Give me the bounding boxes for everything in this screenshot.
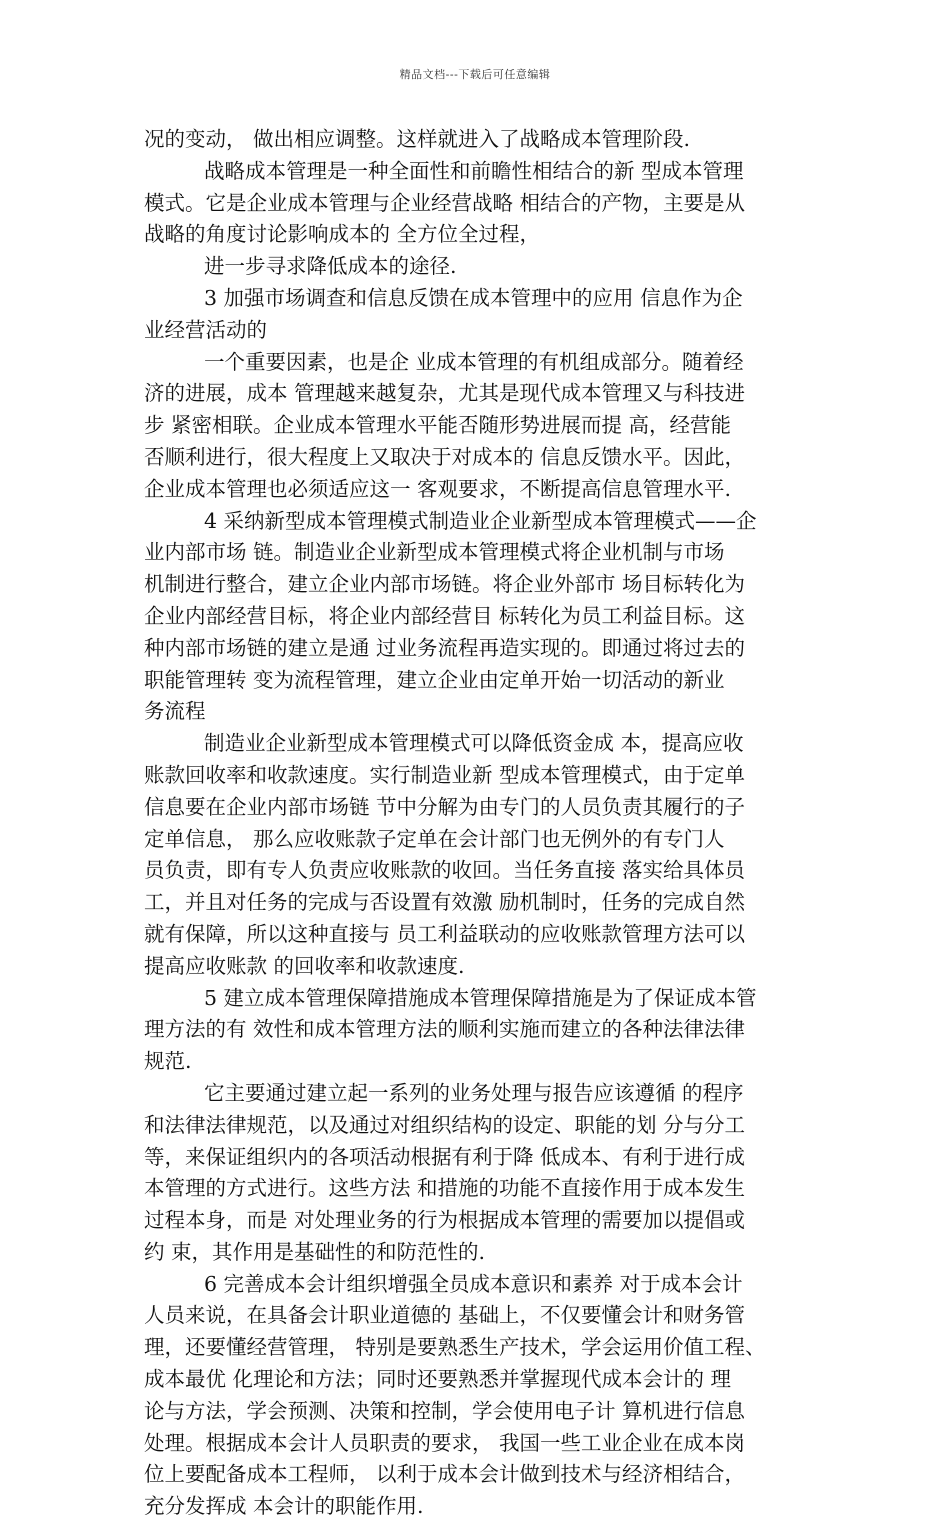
text-line: 企业成本管理也必须适应这一 客观要求，不断提高信息管理水平. <box>144 476 732 501</box>
text-line: 企业内部经营目标，将企业内部经营目 标转化为员工利益目标。这 <box>144 603 746 628</box>
text-line: 理，还要懂经营管理， 特别是要熟悉生产技术，学会运用价值工程、 <box>144 1335 766 1360</box>
text-line: 位上要配备成本工程师， 以利于成本会计做到技术与经济相结合， <box>144 1462 746 1487</box>
document-body <box>144 124 812 1523</box>
text-line: 和法律法律规范，以及通过对组织结构的设定、职能的划 分与分工 <box>144 1112 746 1137</box>
text-line: 规范. <box>144 1049 192 1074</box>
text-line: 6 完善成本会计组织增强全员成本意识和素养 对于成本会计 <box>204 1271 743 1296</box>
text-line: 账款回收率和收款速度。实行制造业新 型成本管理模式，由于定单 <box>144 762 746 787</box>
text-line: 职能管理转 变为流程管理，建立企业由定单开始一切活动的新业 <box>144 667 725 692</box>
text-line: 模式。它是企业成本管理与企业经营战略 相结合的产物，主要是从 <box>144 190 746 215</box>
text-line: 理方法的有 效性和成本管理方法的顺利实施而建立的各种法律法律 <box>144 1017 746 1042</box>
text-line: 人员来说，在具备会计职业道德的 基础上，不仅要懂会计和财务管 <box>144 1303 746 1328</box>
text-line: 处理。根据成本会计人员职责的要求， 我国一些工业企业在成本岗 <box>144 1430 746 1455</box>
text-line: 工，并且对任务的完成与否设置有效激 励机制时，任务的完成自然 <box>144 890 746 915</box>
text-line: 制造业企业新型成本管理模式可以降低资金成 本，提高应收 <box>204 731 744 756</box>
text-line: 济的进展，成本 管理越来越复杂，尤其是现代成本管理又与科技进 <box>144 381 746 406</box>
text-line: 约 束，其作用是基础性的和防范性的. <box>144 1239 486 1264</box>
text-line: 5 建立成本管理保障措施成本管理保障措施是为了保证成本管 <box>204 985 757 1010</box>
text-line: 步 紧密相联。企业成本管理水平能否随形势进展而提 高，经营能 <box>144 413 732 438</box>
text-line: 否顺利进行，很大程度上又取决于对成本的 信息反馈水平。因此， <box>144 444 746 469</box>
text-line: 本管理的方式进行。这些方法 和措施的功能不直接作用于成本发生 <box>144 1176 746 1201</box>
text-line: 成本最优 化理论和方法；同时还要熟悉并掌握现代成本会计的 理 <box>144 1367 732 1392</box>
text-line: 务流程 <box>144 699 206 724</box>
text-line: 过程本身，而是 对处理业务的行为根据成本管理的需要加以提倡或 <box>144 1208 746 1233</box>
text-line: 战略的角度讨论影响成本的 全方位全过程， <box>144 222 541 247</box>
text-line: 进一步寻求降低成本的途径. <box>204 254 457 279</box>
text-line: 业经营活动的 <box>144 317 267 342</box>
text-line: 信息要在企业内部市场链 节中分解为由专门的人员负责其履行的子 <box>144 794 746 819</box>
text-line: 4 采纳新型成本管理模式制造业企业新型成本管理模式——企 <box>204 508 757 533</box>
text-line: 提高应收账款 的回收率和收款速度. <box>144 953 465 978</box>
text-line: 战略成本管理是一种全面性和前瞻性相结合的新 型成本管理 <box>204 158 744 183</box>
text-line: 机制进行整合，建立企业内部市场链。将企业外部市 场目标转化为 <box>144 572 746 597</box>
text-line: 业内部市场 链。制造业企业新型成本管理模式将企业机制与市场 <box>144 540 725 565</box>
text-line: 3 加强市场调查和信息反馈在成本管理中的应用 信息作为企 <box>204 285 743 310</box>
text-line: 定单信息， 那么应收账款子定单在会计部门也无例外的有专门人 <box>144 826 725 851</box>
text-line: 况的变动， 做出相应调整。这样就进入了战略成本管理阶段. <box>144 127 691 151</box>
text-line: 种内部市场链的建立是通 过业务流程再造实现的。即通过将过去的 <box>144 635 746 660</box>
text-line: 充分发挥成 本会计的职能作用. <box>144 1494 424 1519</box>
text-line: 一个重要因素，也是企 业成本管理的有机组成部分。随着经 <box>204 349 744 374</box>
text-line: 它主要通过建立起一系列的业务处理与报告应该遵循 的程序 <box>204 1080 744 1105</box>
page-header: 精品文档---下载后可任意编辑 <box>399 68 551 81</box>
text-line: 等，来保证组织内的各项活动根据有利于降 低成本、有利于进行成 <box>144 1144 746 1169</box>
text-line: 就有保障，所以这种直接与 员工利益联动的应收账款管理方法可以 <box>144 921 746 946</box>
text-line: 论与方法，学会预测、决策和控制，学会使用电子计 算机进行信息 <box>144 1398 746 1423</box>
text-line: 员负责，即有专人负责应收账款的收回。当任务直接 落实给具体员 <box>144 858 746 883</box>
